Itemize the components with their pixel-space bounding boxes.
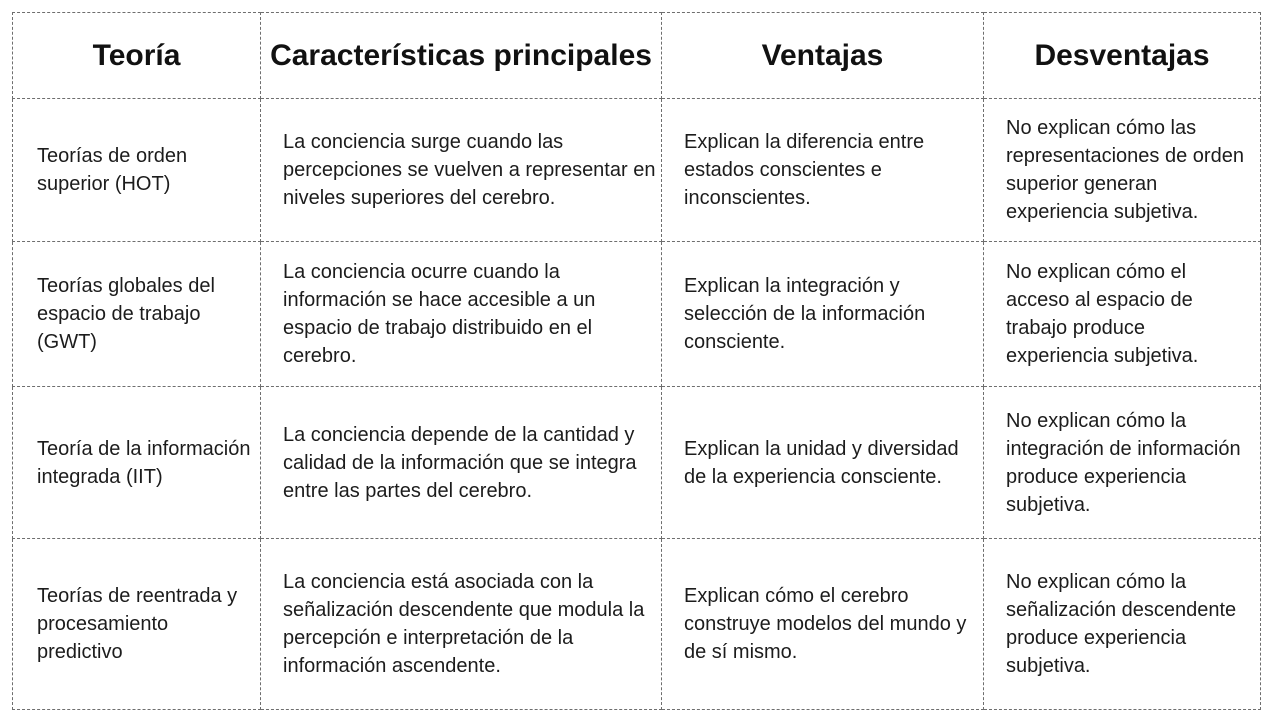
cell-desventajas [984,387,1261,539]
cell-desventajas [984,242,1261,387]
cell-text: La conciencia está asociada con la señalización descendente que modula la percepción e interpretación de la información ascendente. [283,571,645,677]
header-ventajas: Ventajas [662,13,984,99]
cell-caracteristicas [261,242,662,387]
cell-caracteristicas [261,387,662,539]
cell-text: Explican cómo el cerebro construye modelos del mundo y de sí mismo. [684,585,967,663]
header-caracteristicas: Características principales [261,13,662,99]
cell-teoria [13,387,261,539]
cell-text: No explican cómo la señalización descendente produce experiencia subjetiva. [1006,571,1237,677]
cell-text: Teorías de reentrada y procesamiento predictivo [37,585,238,663]
table-row [13,387,1261,539]
cell-ventajas [662,387,984,539]
cell-text: Teoría de la información integrada (IIT) [37,437,251,488]
cell-text: Explican la unidad y diversidad de la experiencia consciente. [684,437,959,488]
cell-text: Teorías de orden superior (HOT) [37,145,188,195]
cell-ventajas [662,242,984,387]
cell-caracteristicas [261,99,662,242]
header-teoria: Teoría [13,13,261,99]
cell-text: Explican la integración y selección de la información consciente. [684,275,926,353]
cell-text: La conciencia depende de la cantidad y calidad de la información que se integra entre las partes del cerebro. [283,423,637,502]
cell-text: No explican cómo la integración de información produce experiencia subjetiva. [1006,409,1241,516]
table-row [13,242,1261,387]
table-header-row [13,13,1261,99]
cell-caracteristicas [261,539,662,710]
cell-text: La conciencia ocurre cuando la información se hace accesible a un espacio de trabajo distribuido en el cerebro. [283,261,596,367]
cell-text: Teorías globales del espacio de trabajo (GWT) [37,275,215,353]
cell-ventajas [662,539,984,710]
cell-text: No explican cómo el acceso al espacio de trabajo produce experiencia subjetiva. [1006,261,1199,367]
cell-teoria [13,539,261,710]
cell-text: No explican cómo las representaciones de orden superior generan experiencia subjetiva. [1006,117,1244,223]
cell-ventajas [662,99,984,242]
cell-desventajas [984,99,1261,242]
table-row [13,99,1261,242]
table-row [13,539,1261,710]
cell-desventajas [984,539,1261,710]
cell-teoria [13,242,261,387]
theories-comparison-table [12,12,1261,710]
header-desventajas: Desventajas [984,13,1261,99]
cell-text: La conciencia surge cuando las percepciones se vuelven a representar en niveles superiores del cerebro. [283,131,656,209]
cell-teoria [13,99,261,242]
cell-text: Explican la diferencia entre estados conscientes e inconscientes. [684,131,925,209]
